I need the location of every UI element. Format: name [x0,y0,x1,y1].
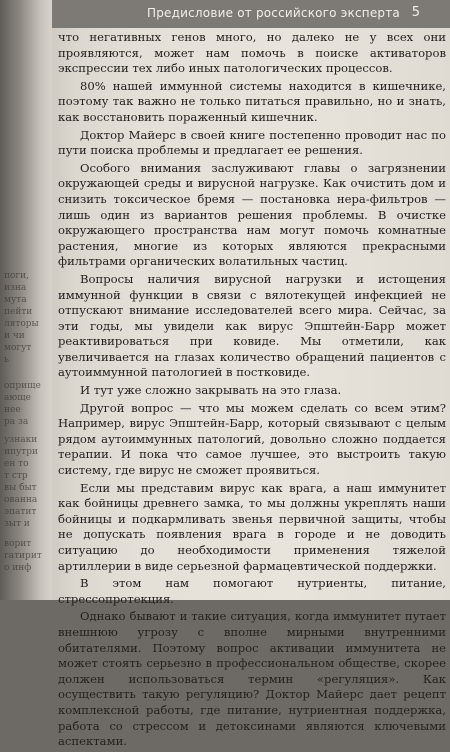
page-number: 5 [411,5,420,20]
left-page-fragment: ающе [4,393,31,403]
left-page-fragment: мута [4,295,27,305]
left-page-fragment: ворит [4,539,32,549]
left-page-fragment: гатирит [4,551,42,561]
left-page-fragment: ляторы [4,319,39,329]
paragraph: Другой вопрос — что мы можем сделать со всем этим? Например, вирус Эпштейн-Барр, который связывают с целым рядом аутоиммунных патологий, довольно сложно поддается терапии. И пока что самое лучшее, это выстроить такую систему, где вирус не сможет проявиться. [58,400,446,478]
left-page-fragment: ь [4,355,9,365]
paragraph: 80% нашей иммунной системы находится в кишечнике, поэтому так важно не только питаться правильно, но и знать, как восстановить пораженный кишечник. [58,78,446,124]
left-page-fragment: о инф [4,563,32,573]
paragraph: Вопросы наличия вирусной нагрузки и истощения иммунной функции в связи с вялотекущей инфекцией не отпускают внимание исследователей всего мира. Сейчас, за эти годы, мы увидели как вирус Эпштейн-Барр может реактивироваться при ковиде. Мы отметили, как увеличивается на глазах количество обращений пациентов с аутоиммунной патологией в постковиде. [58,271,446,380]
book-page [52,0,450,749]
left-page-fragment: узнаки [4,435,38,445]
paragraph: что негативных генов много, но далеко не у всех они проявляются, может нам помочь в поиске активаторов экспрессии тех либо иных патологических процессов. [58,30,446,76]
left-page-fragment: нее [4,405,21,415]
left-page-fragment: эпатит [4,507,37,517]
left-page-fragment: вы быт [4,483,37,493]
body-text [58,30,446,752]
left-page-fragment: поги, [4,271,29,281]
left-page-edge [0,0,52,600]
paragraph: Если мы представим вирус как врага, а наш иммунитет как бойницы древнего замка, то мы должны укреплять наши бойницы и подкармливать звенья первичной защиты, чтобы не допускать появления врага в городе и не доводить ситуацию до необходимости применения тяжелой артиллерии в виде серьезной фармацевтической поддержки. [58,480,446,573]
left-page-fragment: ен то [4,459,29,469]
running-header [52,0,450,28]
paragraph: В этом нам помогают нутриенты, питание, стрессопротекция. [58,576,446,606]
paragraph: Особого внимания заслуживают главы о загрязнении окружающей среды и вирусной нагрузке. Как очистить дом и снизить токсическое бремя — постановка нера-фильтров — лишь один из вариантов решения проблемы. В очистке окружающего пространства нам могут помочь комнатные растения, многие из которых являются прекрасными фильтрами органических волатильных частиц. [58,160,446,269]
left-page-fragment: ованна [4,495,38,505]
left-page-fragment: зыт и [4,519,30,529]
paragraph: Доктор Майерс в своей книге постепенно проводит нас по пути поиска проблемы и предлагает ее решения. [58,127,446,158]
left-page-fragment: ипутри [4,447,39,457]
left-page-fragment: могут [4,343,32,353]
left-page-fragment: т стр [4,471,28,481]
paragraph: И тут уже сложно закрывать на это глаза. [80,383,342,398]
chapter-title: Предисловие от российского эксперта [147,6,400,20]
left-page-fragment: пейти [4,307,33,317]
left-page-fragment: и чи [4,331,25,341]
left-page-fragment: оприще [4,381,41,391]
paragraph: Однако бывают и такие ситуация, когда иммунитет путает внешнюю угрозу с вполне мирными внутренними обитателями. Поэтому вопрос активации иммунитета не может стоять серьезно в профессиональном обществе, скорее должен использоваться термин «регуляция». Как осуществить такую регуляцию? Доктор Майерс дает рецепт комплексной работы, где питание, нутриентная поддержка, работа со стрессом и детоксинами являются ключевыми аспектами. [58,609,446,749]
left-page-fragment: изна [4,283,27,293]
left-page-fragment: ра за [4,417,29,427]
